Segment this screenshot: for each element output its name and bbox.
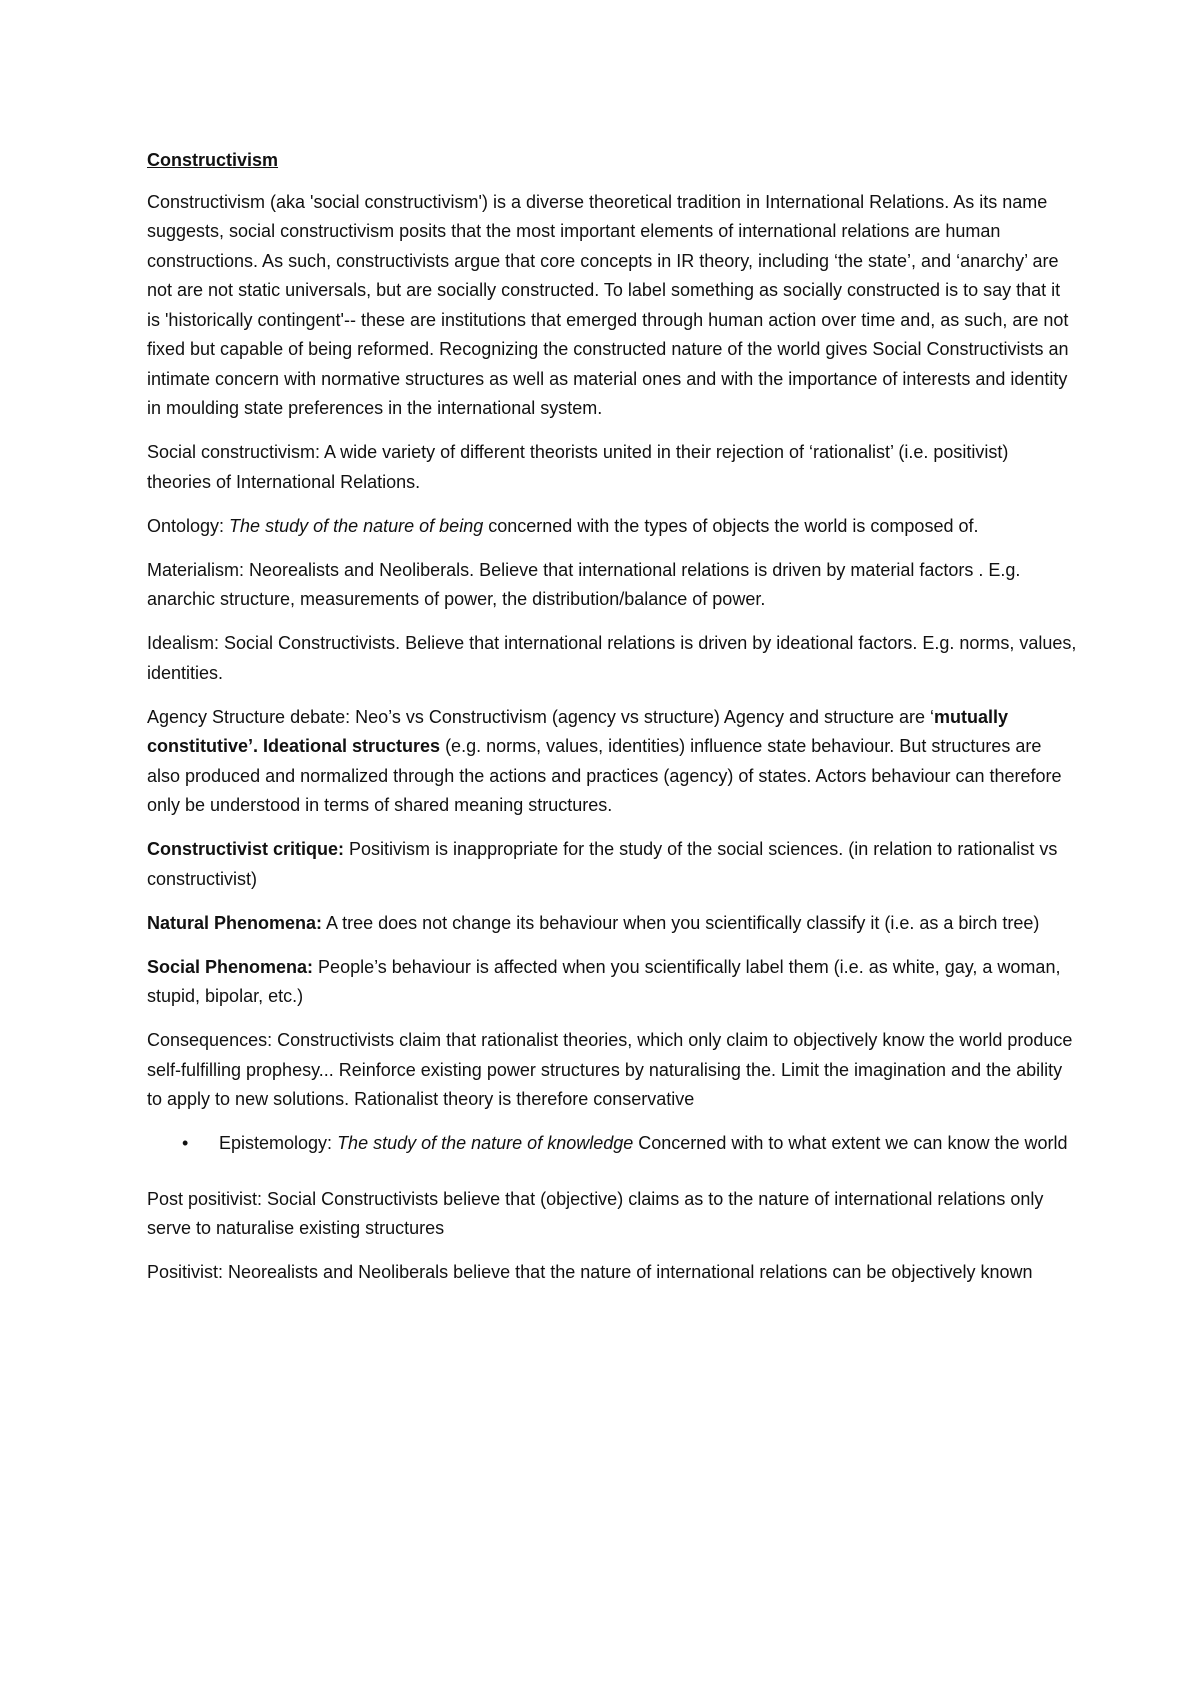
social-phenomena-paragraph bbox=[147, 953, 1077, 1012]
idealism-paragraph: Idealism: Social Constructivists. Believe that international relations is driven by ideational factors. E.g. norms, values, identities. bbox=[147, 633, 1077, 683]
ontology-text: concerned with the types of objects the world is composed of. bbox=[483, 515, 979, 536]
natural-label: Natural Phenomena: bbox=[147, 912, 323, 933]
ontology-paragraph bbox=[147, 512, 1077, 542]
bullet-icon: • bbox=[182, 1133, 189, 1153]
intro-paragraph: Constructivism (aka 'social constructivism') is a diverse theoretical tradition in International Relations. As its name suggests, social constructivism posits that the most important elements of international relations are human constructions. As such, constructivists argue that core concepts in IR theory, including ‘the state’, and ‘anarchy’ are not are not static universals, but are socially constructed. To label something as socially constructed is to say that it is 'historically contingent'-- these are institutions that emerged through human action over time and, as such, are not fixed but capable of being reformed. Recognizing the constructed nature of the world gives Social Constructivists an intimate concern with normative structures as well as material ones and with the importance of interests and identity in moulding state preferences in the international system. bbox=[147, 191, 1069, 418]
critique-text: Positivism is inappropriate for the study of the social sciences. (in relation to rationalist vs constructivist) bbox=[147, 839, 1058, 889]
ontology-label: Ontology: bbox=[147, 515, 230, 536]
epistemology-label: Epistemology: bbox=[219, 1133, 338, 1153]
ontology-definition: The study of the nature of being bbox=[229, 515, 484, 536]
consequences-paragraph: Consequences: Constructivists claim that rationalist theories, which only claim to objectively know the world produce self-fulfilling prophesy... Reinforce existing power structures by naturalising the. Limit the imagination and the ability to apply to new solutions. Rationalist theory is therefore conservative bbox=[147, 1030, 1073, 1109]
materialism-paragraph: Materialism: Neorealists and Neoliberals. Believe that international relations is driven by material factors . E.g. anarchic structure, measurements of power, the distribution/balance of power. bbox=[147, 559, 1021, 609]
list-item bbox=[147, 1129, 1077, 1159]
epistemology-text: Concerned with to what extent we can know the world bbox=[633, 1133, 1068, 1153]
constructivist-critique-paragraph bbox=[147, 835, 1077, 894]
post-positivist-paragraph: Post positivist: Social Constructivists believe that (objective) claims as to the nature of international relations only serve to naturalise existing structures bbox=[147, 1188, 1044, 1238]
agency-text: (e.g. norms, values, identities) influence state behaviour. But structures are also produced and normalized through the actions and practices (agency) of states. Actors behaviour can therefore only be understood in terms of shared meaning structures. bbox=[147, 736, 1062, 815]
social-label: Social Phenomena: bbox=[147, 956, 314, 977]
epistemology-definition: The study of the nature of knowledge bbox=[337, 1133, 634, 1153]
critique-label: Constructivist critique: bbox=[147, 839, 345, 859]
bullet-list bbox=[147, 1129, 1077, 1159]
social-text: People’s behaviour is affected when you scientifically label them (i.e. as white, gay, a woman, stupid, bipolar, etc.) bbox=[147, 956, 1061, 1006]
document-title: Constructivism bbox=[147, 150, 279, 170]
agency-lead: Agency Structure debate: Neo’s vs Constructivism (agency vs structure) Agency and structure are ‘ bbox=[147, 706, 935, 727]
positivist-paragraph: Positivist: Neorealists and Neoliberals believe that the nature of international relations can be objectively known bbox=[147, 1262, 1033, 1282]
natural-text: A tree does not change its behaviour when you scientifically classify it (i.e. as a birch tree) bbox=[322, 912, 1040, 933]
natural-phenomena-paragraph bbox=[147, 909, 1077, 939]
agency-structure-paragraph bbox=[147, 703, 1077, 821]
social-constructivism-paragraph: Social constructivism: A wide variety of different theorists united in their rejection of ‘rationalist’ (i.e. positivist) theories of International Relations. bbox=[147, 442, 1009, 492]
document-page bbox=[147, 146, 1077, 1302]
agency-bold-phrase: mutually constitutive’. Ideational structures bbox=[147, 706, 1009, 756]
